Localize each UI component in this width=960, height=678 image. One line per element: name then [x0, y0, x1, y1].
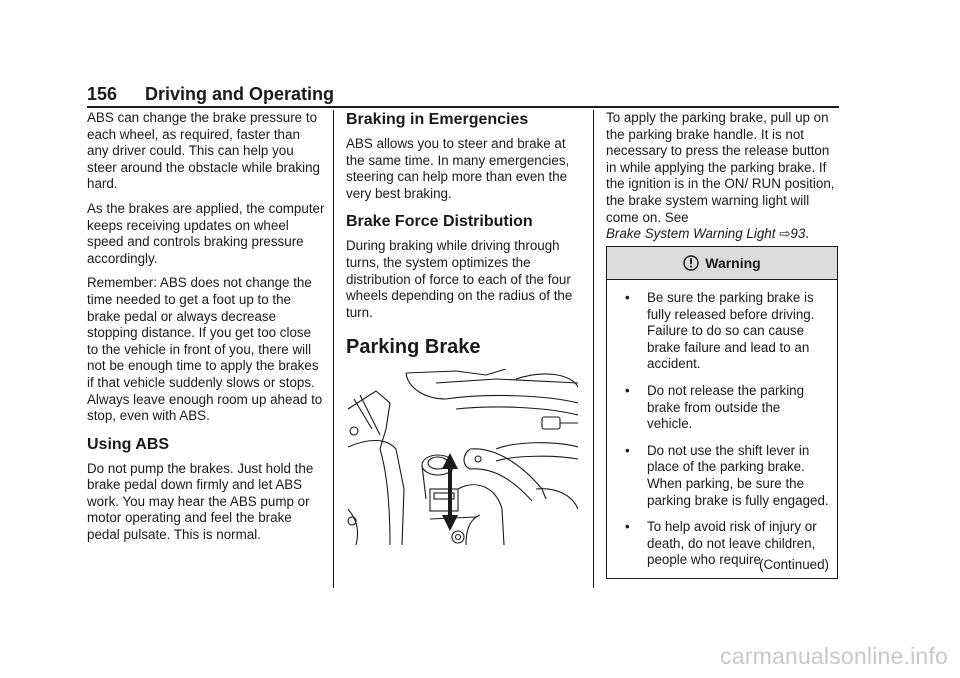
column-middle	[346, 110, 582, 547]
column-left	[87, 110, 325, 552]
paragraph	[606, 110, 840, 243]
list-item-text: Do not release the parking brake from outside the vehicle.	[647, 382, 805, 432]
list-item-text: Do not use the shift lever in place of the parking brake. When parking, be sure the parking brake is fully engaged.	[647, 442, 829, 508]
paragraph: Do not pump the brakes. Just hold the brake pedal down firmly and let ABS work. You may hear the ABS pump or motor operating and feel the brake pedal pulsate. This is normal.	[87, 460, 314, 543]
watermark: carmanualsonline.info	[720, 643, 948, 669]
period: .	[805, 226, 810, 242]
cross-reference-link[interactable]: Brake System Warning Light	[606, 226, 776, 242]
warning-list	[607, 280, 837, 569]
warning-title: Warning	[705, 255, 761, 271]
paragraph: ABS allows you to steer and brake at the same time. In many emergencies, steering can help more than even the very best braking.	[346, 136, 570, 201]
column-right	[606, 110, 840, 251]
paragraph: As the brakes are applied, the computer keeps receiving updates on wheel speed and controls braking pressure accordingly.	[87, 200, 325, 266]
header-rule	[87, 106, 839, 108]
list-item	[619, 443, 829, 509]
heading-parking-brake: Parking Brake	[346, 336, 481, 359]
cross-reference-page[interactable]: 93	[790, 226, 806, 242]
list-item-text: Be sure the parking brake is fully released before driving. Failure to do so can cause brake failure and lead to an accident.	[647, 290, 815, 372]
bullet: •	[625, 290, 630, 305]
list-item-text: To help avoid risk of injury or death, do not leave children, people who require	[647, 519, 817, 568]
paragraph: During braking while driving through turns, the system optimizes the distribution of force to each of the four wheels depending on the radius of the turn.	[346, 238, 573, 320]
page-arrow-icon: ⇨	[779, 226, 791, 242]
page-number: 156	[87, 84, 118, 104]
heading-braking-emergencies: Braking in Emergencies	[346, 111, 529, 128]
bullet: •	[625, 519, 630, 535]
page-header	[87, 84, 839, 108]
paragraph-text: To apply the parking brake, pull up on the parking brake handle. It is not necessary to press the release button in while applying the parking brake. If the ignition is in the ON/ RUN position, the brake system warning light will come on. See	[606, 110, 835, 225]
column-divider-1	[333, 110, 334, 588]
bullet: •	[625, 442, 630, 458]
warning-box	[606, 246, 838, 579]
parking-brake-illustration	[346, 369, 578, 547]
warning-header	[607, 247, 837, 280]
list-item	[619, 383, 829, 433]
continued-label: (Continued)	[759, 557, 829, 572]
heading-brake-force: Brake Force Distribution	[346, 213, 533, 231]
warning-icon	[683, 255, 699, 271]
paragraph: ABS can change the brake pressure to each wheel, as required, faster than any driver could. This can help you steer around the obstacle while braking hard.	[87, 110, 320, 192]
list-item	[619, 290, 829, 373]
bullet: •	[625, 382, 630, 398]
section-title: Driving and Operating	[145, 84, 335, 104]
heading-using-abs: Using ABS	[87, 435, 170, 453]
column-divider-2	[593, 110, 594, 588]
paragraph: Remember: ABS does not change the time needed to get a foot up to the brake pedal or always decrease stopping distance. If you get too close to the vehicle in front of you, there will not be enough time to apply the brakes if that vehicle suddenly slows or stops. Always leave enough room up ahead to stop, even with ABS.	[87, 275, 323, 424]
